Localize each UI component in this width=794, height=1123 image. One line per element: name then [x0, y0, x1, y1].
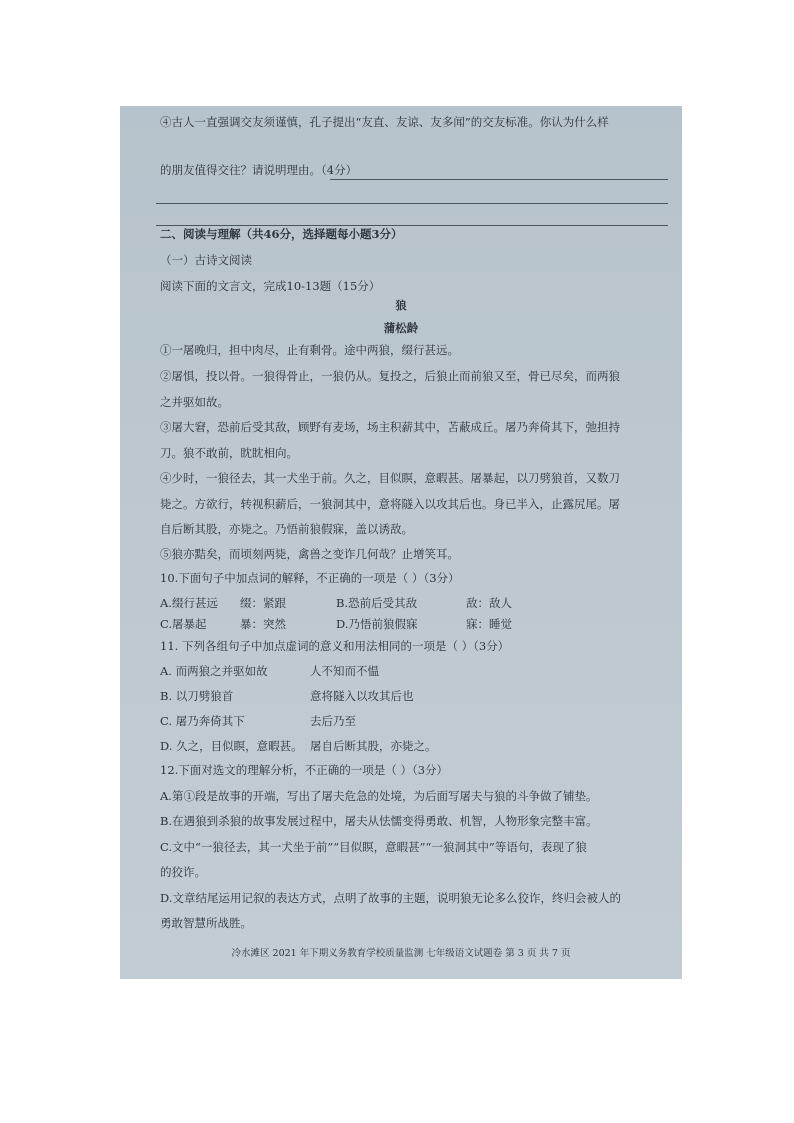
q11-option-d: [160, 738, 662, 754]
section2-title: 二、阅读与理解（共46分，选择题每小题3分）: [160, 227, 403, 241]
passage-line: ⑤狼亦黠矣，而顷刻两毙，禽兽之变诈几何哉？止增笑耳。: [160, 547, 459, 561]
q12-line: D.文章结尾运用记叙的表达方式，点明了故事的主题，说明狼无论多么狡诈，终归会被人的: [160, 891, 621, 905]
q11-option-c-left: C. 屠乃奔倚其下: [160, 714, 245, 728]
q9-line-1: ④古人一直强调交友须谨慎，孔子提出“友直、友谅、友多闻”的交友标准。你认为什么样: [160, 115, 609, 129]
passage-line: ④少时，一狼径去，其一犬坐于前。久之，目似瞑，意暇甚。屠暴起，以刀劈狼首，又数刀: [160, 471, 620, 485]
passage-line: 自后断其股，亦毙之。乃悟前狼假寐，盖以诱敌。: [160, 522, 413, 536]
q9-line-2: 的朋友值得交往？请说明理由。（4分）: [160, 163, 358, 177]
q11-option-b-right: 意将隧入以攻其后也: [310, 689, 414, 703]
q10-option-c-gloss: 暴：突然: [240, 617, 286, 631]
q10-option-b-gloss: 敌：敌人: [466, 596, 512, 610]
q11-option-d-left: D. 久之，目似瞑，意暇甚。: [160, 739, 303, 753]
q11-option-d-right: 屠自后断其股，亦毙之。: [310, 739, 437, 753]
answer-line-1: [330, 179, 668, 180]
passage-line: ①一屠晚归，担中肉尽，止有剩骨。途中两狼，缀行甚远。: [160, 343, 459, 357]
q10-option-c: C.屠暴起: [160, 617, 207, 631]
q11-option-c-right: 去后乃至: [310, 714, 356, 728]
poem-title: 狼: [395, 299, 407, 312]
q10-option-a: A.缀行甚远: [160, 596, 218, 610]
section2-subheading: （一）古诗文阅读: [160, 253, 252, 267]
q11-option-b: [160, 688, 662, 704]
q11-option-c: [160, 713, 662, 729]
q11-option-a-left: A. 而两狼之并驱如故: [160, 664, 268, 678]
passage-line: 刀。狼不敢前，眈眈相向。: [160, 446, 298, 460]
q10-row-cd: [160, 616, 662, 632]
answer-line-2: [156, 203, 668, 204]
q11-stem: 11. 下列各组句子中加点虚词的意义和用法相同的一项是（ ）（3分）: [160, 639, 510, 653]
q10-stem: 10.下面句子中加点词的解释，不正确的一项是（ ）（3分）: [160, 571, 460, 585]
q12-line: C.文中“一狼径去，其一犬坐于前”“目似瞑，意暇甚”“一狼洞其中”等语句，表现了狼: [160, 840, 587, 854]
q12-stem: 12.下面对选文的理解分析，不正确的一项是（ ）（3分）: [160, 763, 449, 777]
poem-author: 蒲松龄: [383, 321, 419, 335]
q10-option-b: B.恐前后受其敌: [336, 596, 418, 610]
q11-option-b-left: B. 以刀劈狼首: [160, 689, 234, 703]
exam-page-photo: [120, 106, 682, 979]
q12-line: A.第①段是故事的开端，写出了屠夫危急的处境，为后面写屠夫与狼的斗争做了铺垫。: [160, 789, 598, 803]
section2-instruction: 阅读下面的文言文，完成10-13题（15分）: [160, 279, 381, 293]
q12-line: B.在遇狼到杀狼的故事发展过程中，屠夫从怯懦变得勇敢、机智，人物形象完整丰富。: [160, 814, 598, 828]
q11-option-a: [160, 663, 662, 679]
q11-option-a-right: 人不知而不愠: [310, 664, 379, 678]
passage-line: 之并驱如故。: [160, 395, 229, 409]
q10-option-d-gloss: 寐：睡觉: [466, 617, 512, 631]
q12-line: 的狡诈。: [160, 865, 206, 879]
q10-option-d: D.乃悟前狼假寐: [336, 617, 418, 631]
q10-row-ab: [160, 595, 662, 611]
q10-option-a-gloss: 缀：紧跟: [240, 596, 286, 610]
page-footer: 冷水滩区 2021 年下期义务教育学校质量监测 七年级语文试题卷 第 3 页 共 7 页: [231, 948, 571, 959]
passage-line: 毙之。方欲行，转视积薪后，一狼洞其中，意将隧入以攻其后也。身已半入，止露尻尾。屠: [160, 497, 620, 511]
passage-line: ③屠大窘，恐前后受其敌，顾野有麦场，场主积薪其中，苫蔽成丘。屠乃奔倚其下，弛担持: [160, 420, 620, 434]
q12-line: 勇敢智慧所战胜。: [160, 916, 252, 930]
passage-line: ②屠惧，投以骨。一狼得骨止，一狼仍从。复投之，后狼止而前狼又至，骨已尽矣，而两狼: [160, 369, 620, 383]
